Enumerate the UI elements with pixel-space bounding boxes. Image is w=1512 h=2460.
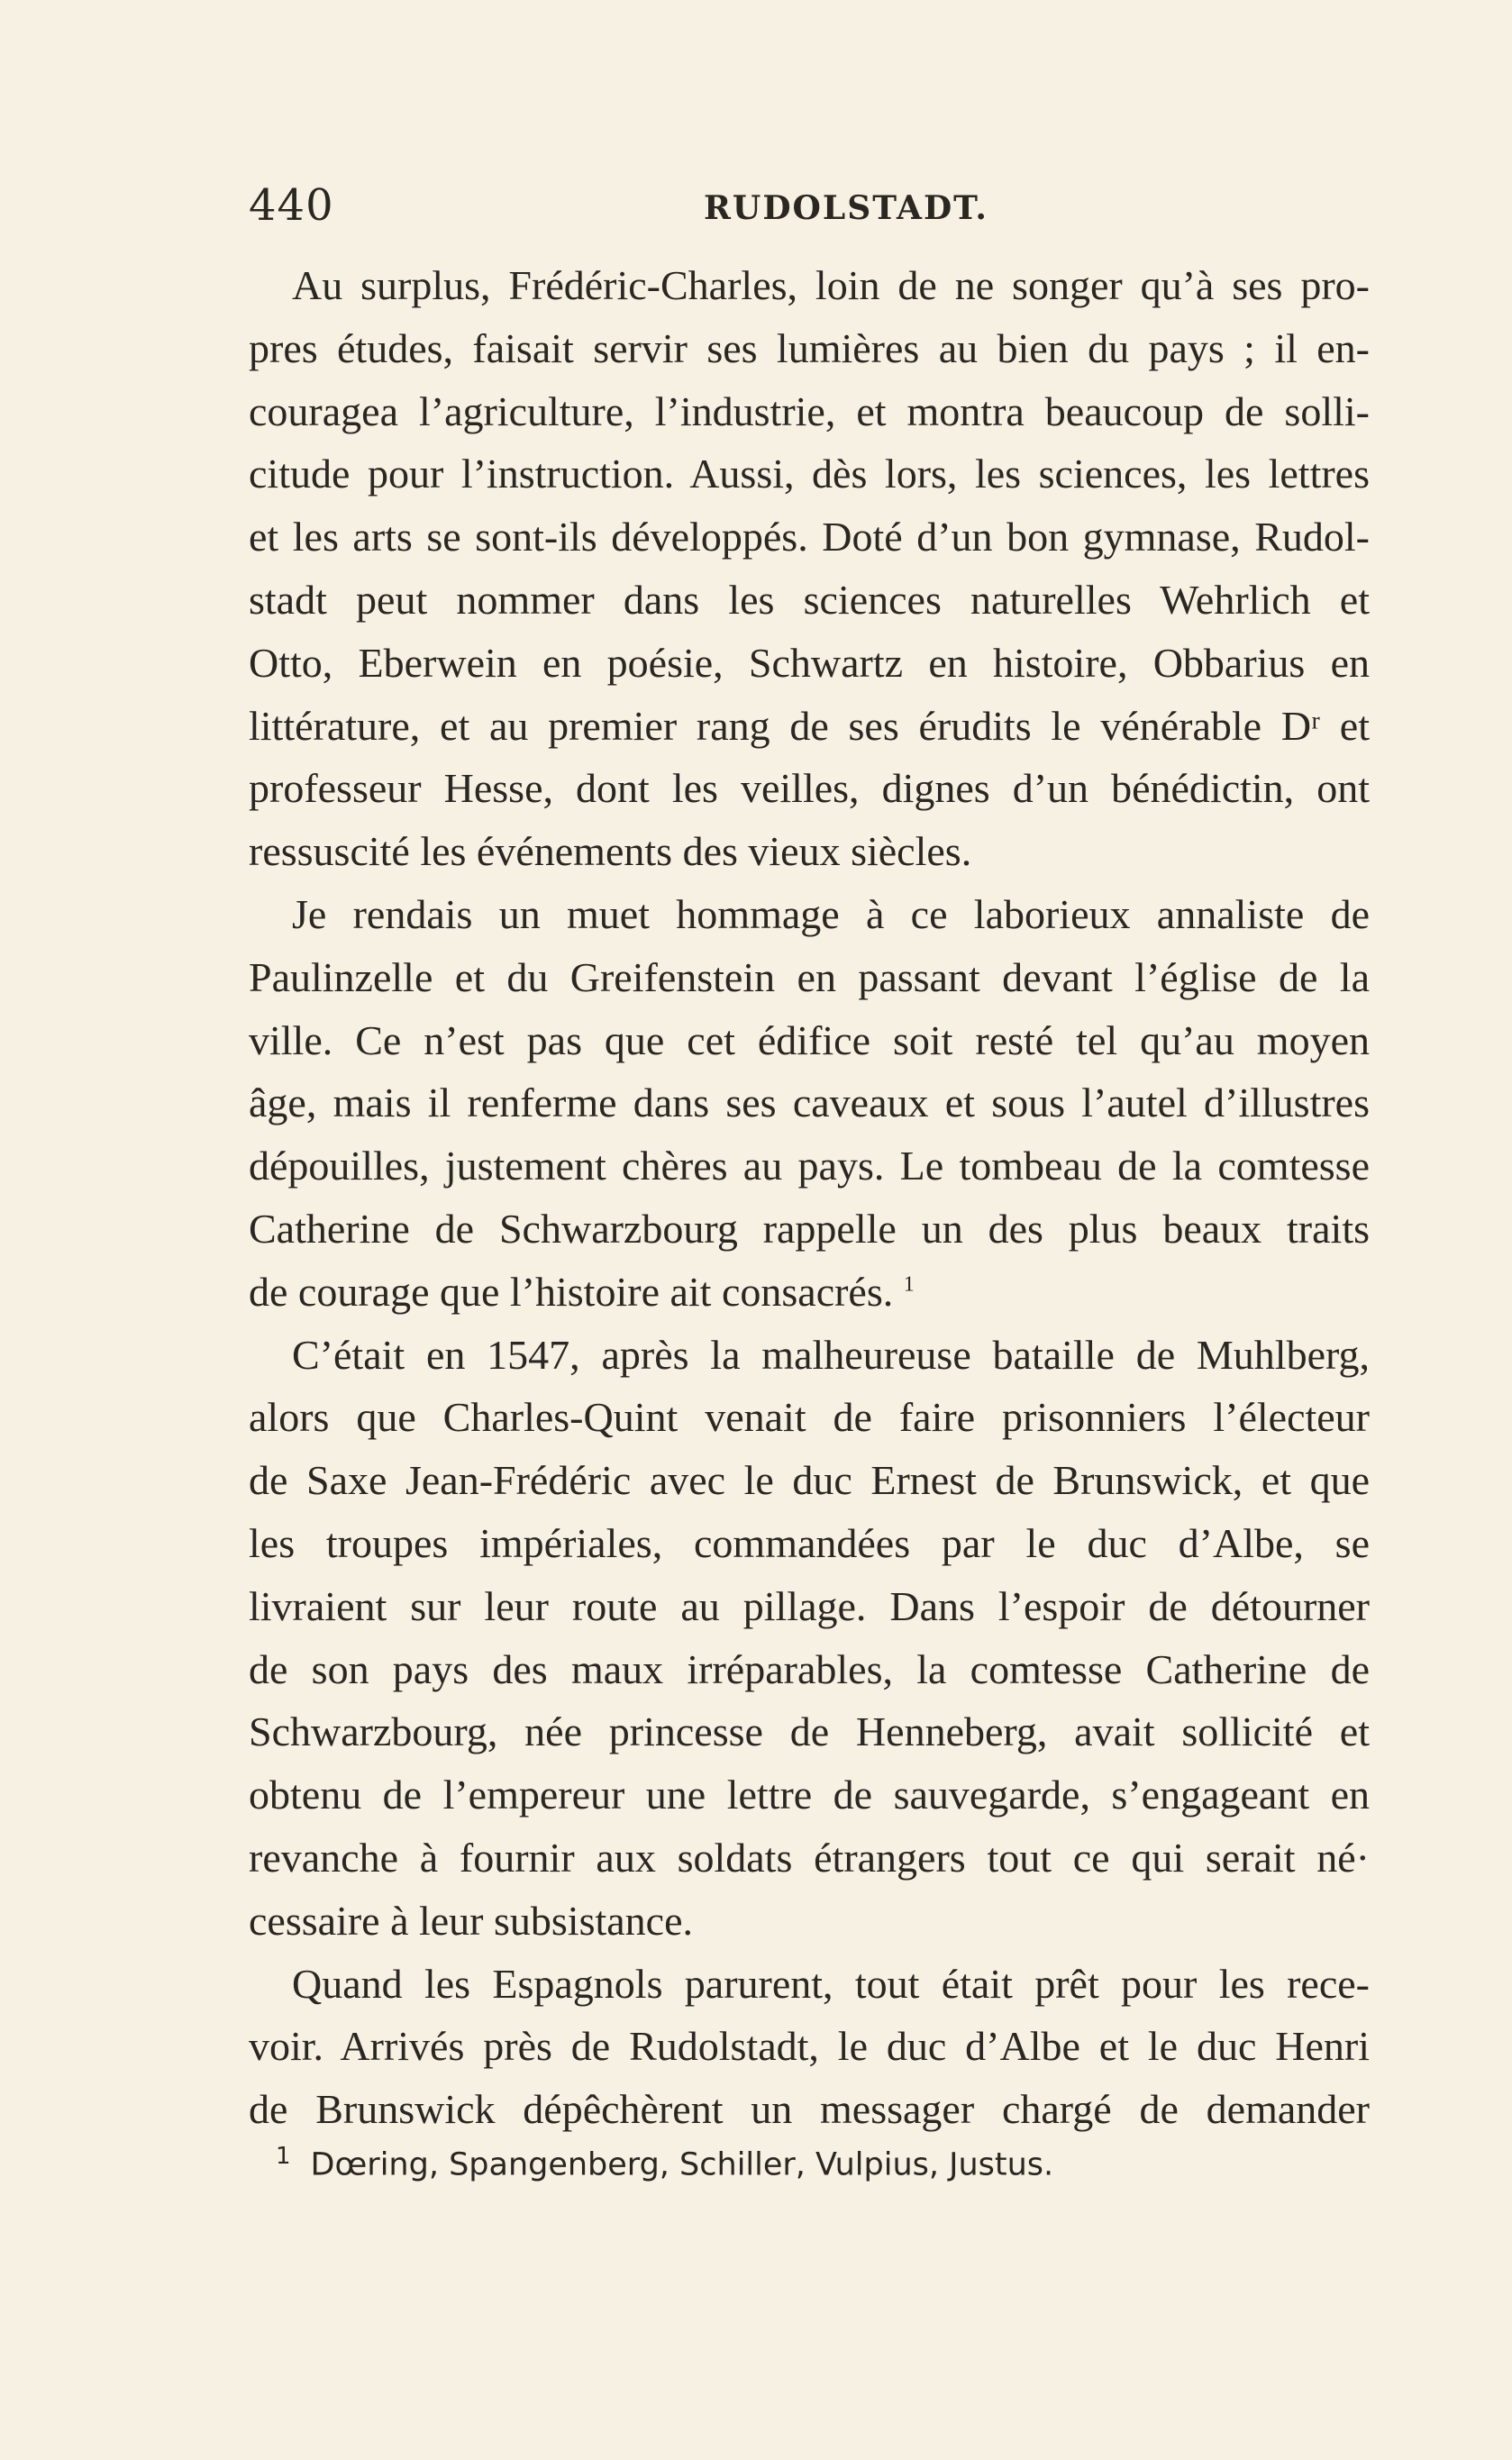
text-line: Catherine de Schwarzbourg rappelle un des plus beaux traits [249,1205,1370,1252]
text-line: obtenu de l’empereur une lettre de sauvegarde, s’engageant en [249,1772,1370,1818]
text-line: Otto, Eberwein en poésie, Schwartz en histoire, Obbarius en [249,639,1370,686]
running-title: RUDOLSTADT. [704,189,988,227]
text-line: de Saxe Jean-Frédéric avec le duc Ernest de Brunswick, et que [249,1457,1370,1504]
text-line: de son pays des maux irréparables, la comtesse Catherine de [249,1645,1370,1692]
text-line: littérature, et au premier rang de ses érudits le vénérable Dʳ et [249,702,1370,749]
text-line: Schwarzbourg, née princesse de Henneberg, avait sollicité et [249,1708,1370,1755]
footnote-marker: 1 [276,2143,291,2170]
text-line: âge, mais il renferme dans ses caveaux et sous l’autel d’illustres [249,1080,1370,1126]
text-line: Je rendais un muet hommage à ce laborieux annaliste de [292,890,1370,937]
text-line: les troupes impériales, commandées par le duc d’Albe, se [249,1519,1370,1566]
text-line: de Brunswick dépêchèrent un messager chargé de demander [249,2086,1370,2133]
text-line: Quand les Espagnols parurent, tout était prêt pour les rece- [292,1960,1370,2007]
text-line: et les arts se sont-ils développés. Doté d’un bon gymnase, Rudol- [249,514,1370,560]
body-text [249,254,1370,2141]
page-header [249,180,1370,243]
text-line: cessaire à leur subsistance. [249,1897,694,1944]
text-line-with-note [249,1261,1370,1324]
text-line: pres études, faisait servir ses lumières au bien du pays ; il en- [249,324,1370,371]
text-line: Paulinzelle et du Greifenstein en passant devant l’église de la [249,953,1370,1000]
text-line-text: de courage que l’histoire ait consacrés. [249,1268,894,1315]
text-line: dépouilles, justement chères au pays. Le tombeau de la comtesse [249,1143,1370,1189]
text-line: livraient sur leur route au pillage. Dans l’espoir de détourner [249,1582,1370,1629]
text-line: Au surplus, Frédéric-Charles, loin de ne songer qu’à ses pro- [292,262,1370,308]
text-line: stadt peut nommer dans les sciences naturelles Wehrlich et [249,576,1370,623]
page-number: 440 [249,180,334,231]
text-line: alors que Charles-Quint venait de faire prisonniers l’électeur [249,1394,1370,1441]
footnote-reference: 1 [903,1272,915,1297]
text-line: citude pour l’instruction. Aussi, dès lors, les sciences, les lettres [249,451,1370,497]
text-line: couragea l’agriculture, l’industrie, et montra beaucoup de solli- [249,387,1370,434]
footnote [276,2143,1053,2183]
text-line: ville. Ce n’est pas que cet édifice soit resté tel qu’au moyen [249,1016,1370,1063]
text-line: revanche à fournir aux soldats étrangers tout ce qui serait né· [249,1834,1370,1881]
text-line: ressuscité les événements des vieux siècles. [249,828,972,875]
text-line: C’était en 1547, après la malheureuse bataille de Muhlberg, [292,1331,1370,1378]
text-line: professeur Hesse, dont les veilles, dignes d’un bénédictin, ont [249,765,1370,812]
text-line: voir. Arrivés près de Rudolstadt, le duc d’Albe et le duc Henri [249,2023,1370,2070]
footnote-text: Dœring, Spangenberg, Schiller, Vulpius, Justus. [310,2146,1054,2183]
